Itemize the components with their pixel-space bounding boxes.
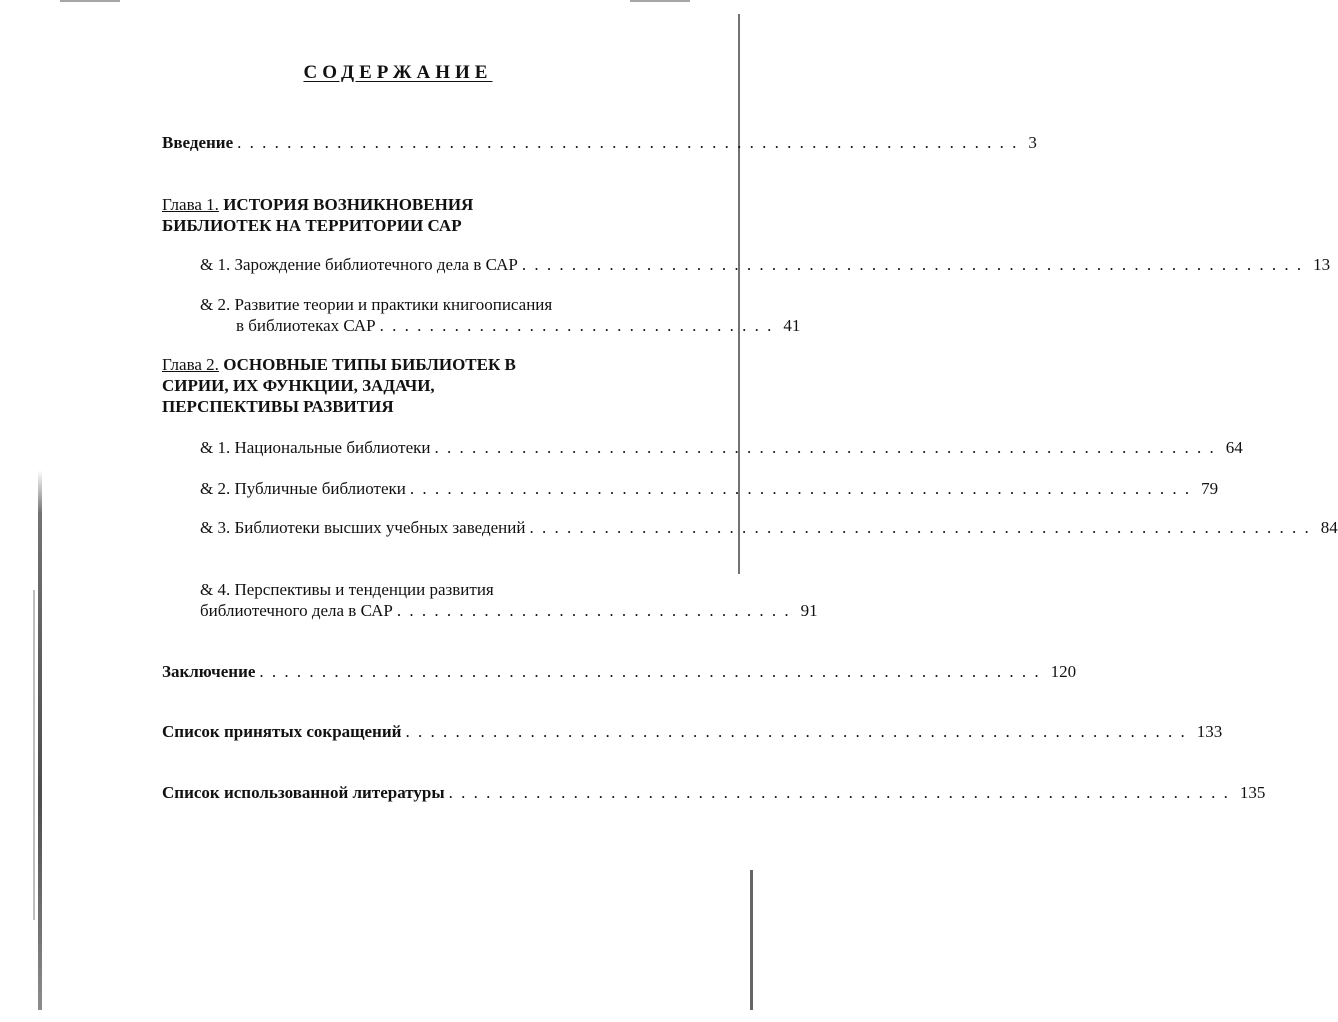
chapter-label: Глава 1. (162, 195, 219, 214)
dot-leader (522, 254, 1303, 275)
scan-artifact-left-edge (38, 470, 42, 1010)
chapter-heading-line: БИБЛИОТЕК НА ТЕРРИТОРИИ САР (162, 216, 462, 235)
toc-entry-intro (162, 132, 1037, 153)
toc-entry-ch2-s1 (200, 437, 1243, 458)
scan-artifact-left-edge-faint (33, 590, 35, 920)
toc-entry-label: & 1. Зарождение библиотечного дела в САР (200, 255, 518, 274)
toc-entry-bibliography (162, 782, 1266, 803)
scan-artifact-top-left (60, 0, 120, 2)
toc-entry-ch2-s4 (200, 579, 818, 621)
dot-leader (449, 782, 1230, 803)
dot-leader (410, 478, 1191, 499)
toc-entry-page: 84 (1320, 518, 1338, 537)
chapter-heading-line: ПЕРСПЕКТИВЫ РАЗВИТИЯ (162, 397, 394, 416)
toc-entry-conclusion (162, 661, 1077, 682)
dot-leader (237, 132, 1018, 153)
toc-entry-page: 133 (1196, 722, 1223, 741)
chapter-label: Глава 2. (162, 355, 219, 374)
toc-entry-label-continued: в библиотеках САР (236, 316, 376, 335)
toc-entry-label: Введение (162, 133, 234, 152)
dot-leader (405, 721, 1186, 742)
toc-entry-page: 41 (783, 316, 801, 335)
dot-leader: . . . . . . . . . . . . . . . . . . . . . . . . . . . . . . . . (396, 601, 791, 620)
toc-entry-page: 3 (1028, 133, 1037, 152)
toc-entry-label: & 1. Национальные библиотеки (200, 438, 431, 457)
toc-entry-ch1-s2 (200, 294, 801, 336)
toc-entry-label: Список принятых сокращений (162, 722, 402, 741)
toc-entry-page: 79 (1201, 479, 1219, 498)
toc-entry-label: & 4. Перспективы и тенденции развития (200, 580, 494, 599)
page-title: СОДЕРЖАНИЕ (303, 62, 493, 83)
toc-entry-page: 91 (800, 601, 818, 620)
chapter-1-heading (162, 194, 582, 236)
toc-entry-label: Заключение (162, 662, 256, 681)
dot-leader (259, 661, 1040, 682)
toc-entry-page: 13 (1313, 255, 1331, 274)
chapter-heading-line: ИСТОРИЯ ВОЗНИКНОВЕНИЯ (223, 195, 474, 214)
chapter-heading-line: ОСНОВНЫЕ ТИПЫ БИБЛИОТЕК В (223, 355, 516, 374)
toc-entry-ch2-s2 (200, 478, 1219, 499)
toc-entry-label: & 3. Библиотеки высших учебных заведений (200, 518, 526, 537)
toc-entry-ch2-s3 (200, 517, 1338, 538)
chapter-2-heading (162, 354, 582, 417)
scan-artifact-right-edge-lower (750, 870, 753, 1010)
toc-entry-label-continued: библиотечного дела в САР (200, 601, 393, 620)
dot-leader (529, 517, 1310, 538)
toc-entry-page: 120 (1050, 662, 1077, 681)
toc-entry-page: 64 (1225, 438, 1243, 457)
toc-entry-label: & 2. Развитие теории и практики книгоописания (200, 295, 553, 314)
dot-leader (435, 437, 1216, 458)
toc-entry-label: & 2. Публичные библиотеки (200, 479, 406, 498)
toc-entry-abbreviations (162, 721, 1223, 742)
dot-leader: . . . . . . . . . . . . . . . . . . . . . . . . . . . . . . . . (379, 316, 774, 335)
toc-entry-label: Список использованной литературы (162, 783, 445, 802)
toc-entry-page: 135 (1239, 783, 1266, 802)
toc-entry-ch1-s1 (200, 254, 1331, 275)
scan-artifact-top-right (630, 0, 690, 2)
chapter-heading-line: СИРИИ, ИХ ФУНКЦИИ, ЗАДАЧИ, (162, 376, 435, 395)
